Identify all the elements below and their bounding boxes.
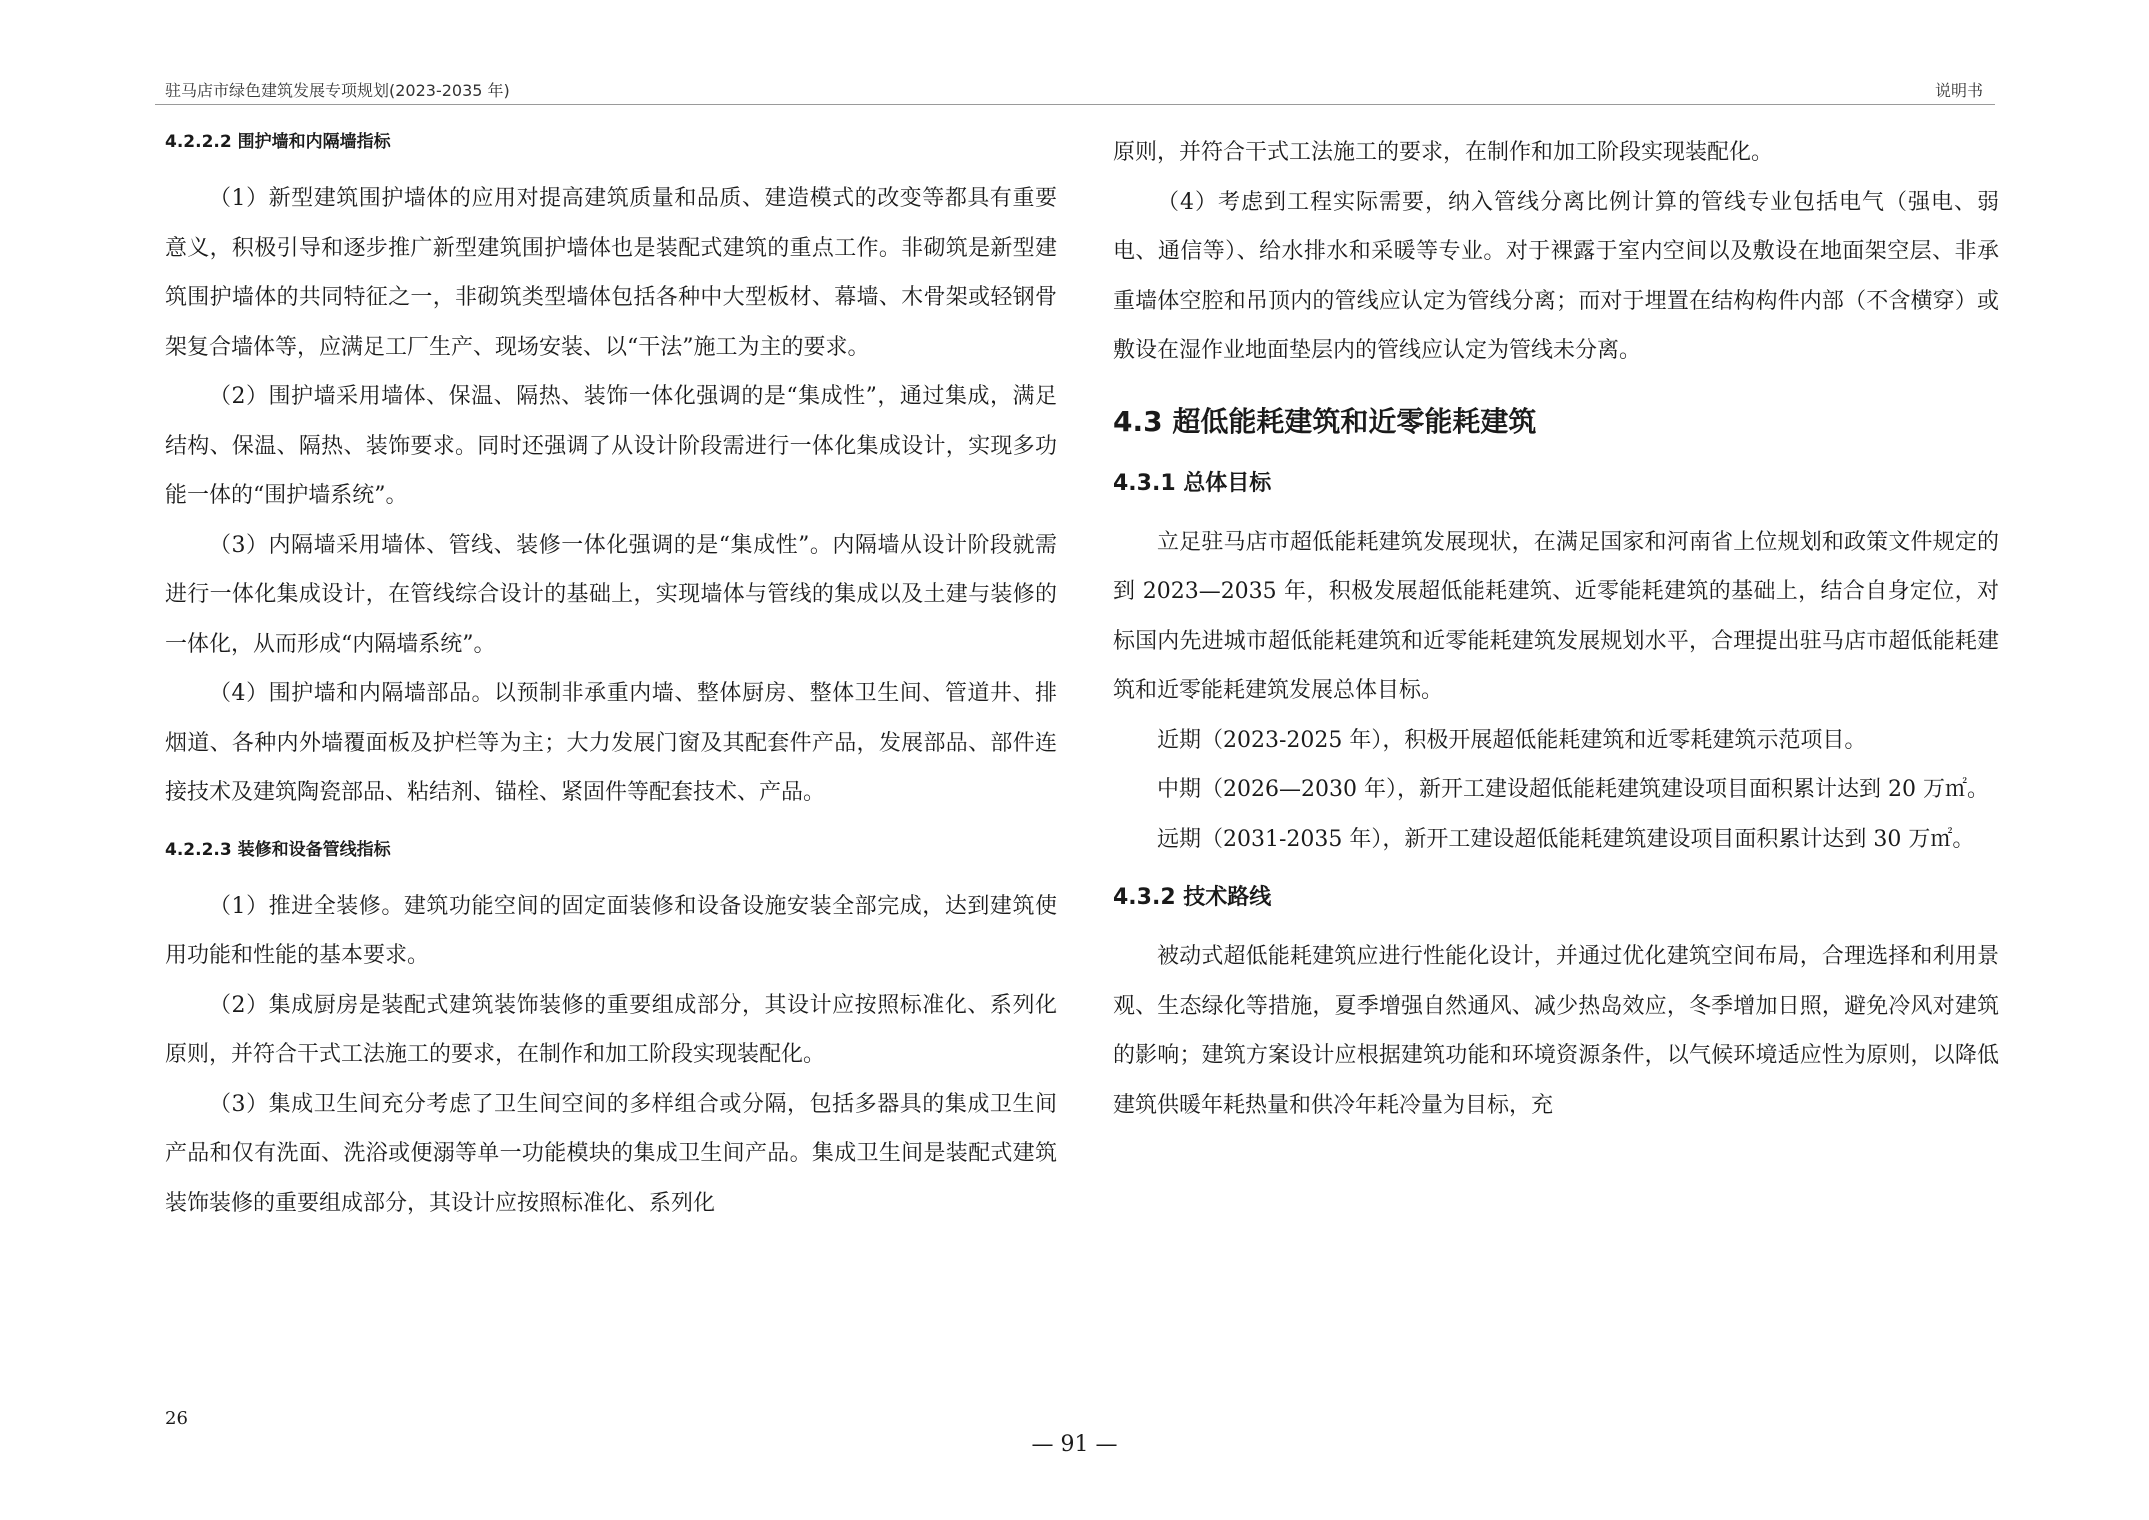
right-column <box>1113 128 1999 1130</box>
running-header-title: 驻马店市绿色建筑发展专项规划(2023-2035 年) <box>165 81 510 100</box>
section-heading-4-3-2: 4.3.2 技术路线 <box>1113 885 1272 910</box>
paragraph: （3）集成卫生间充分考虑了卫生间空间的多样组合或分隔，包括多器具的集成卫生间产品和仅有洗面、洗浴或便溺等单一功能模块的集成卫生间产品。集成卫生间是装配式建筑装饰装修的重要组成部分，其设计应按照标准化、系列化 <box>165 1091 1057 1216</box>
paragraph: 近期（2023-2025 年），积极开展超低能耗建筑和近零耗建筑示范项目。 <box>1157 727 1867 753</box>
paragraph: （2）围护墙采用墙体、保温、隔热、装饰一体化强调的是“集成性”，通过集成，满足结构、保温、隔热、装饰要求。同时还强调了从设计阶段需进行一体化集成设计，实现多功能一体的“围护墙系统”。 <box>165 384 1057 508</box>
paragraph: 立足驻马店市超低能耗建筑发展现状，在满足国家和河南省上位规划和政策文件规定的到 2023—2035 年，积极发展超低能耗建筑、近零能耗建筑的基础上，结合自身定位，对标国内先进城市超低能耗建筑和近零能耗建筑发展规划水平，合理提出驻马店市超低能耗建筑和近零能耗建筑发展总体目标。 <box>1113 529 1999 703</box>
paragraph: （1）推进全装修。建筑功能空间的固定面装修和设备设施安装全部完成，达到建筑使用功能和性能的基本要求。 <box>165 893 1057 968</box>
section-heading-4-2-2-2: 4.2.2.2 围护墙和内隔墙指标 <box>165 132 391 152</box>
paragraph: （3）内隔墙采用墙体、管线、装修一体化强调的是“集成性”。内隔墙从设计阶段就需进行一体化集成设计，在管线综合设计的基础上，实现墙体与管线的集成以及土建与装修的一体化，从而形成“内隔墙系统”。 <box>165 532 1057 657</box>
page-folio: — 91 — <box>1031 1432 1118 1457</box>
paragraph: 被动式超低能耗建筑应进行性能化设计，并通过优化建筑空间布局，合理选择和利用景观、生态绿化等措施，夏季增强自然通风、减少热岛效应，冬季增加日照，避免冷风对建筑的影响；建筑方案设计应根据建筑功能和环境资源条件，以气候环境适应性为原则，以降低建筑供暖年耗热量和供冷年耗冷量为目标，充 <box>1113 944 1999 1118</box>
paragraph: （2）集成厨房是装配式建筑装饰装修的重要组成部分，其设计应按照标准化、系列化原则，并符合干式工法施工的要求，在制作和加工阶段实现装配化。 <box>165 992 1057 1067</box>
section-heading-4-3-1: 4.3.1 总体目标 <box>1113 470 1272 496</box>
section-heading-4-2-2-3: 4.2.2.3 装修和设备管线指标 <box>165 839 391 860</box>
paragraph: （4）考虑到工程实际需要，纳入管线分离比例计算的管线专业包括电气（强电、弱电、通信等）、给水排水和采暖等专业。对于裸露于室内空间以及敷设在地面架空层、非承重墙体空腔和吊顶内的管线应认定为管线分离；而对于埋置在结构构件内部（不含横穿）或敷设在湿作业地面垫层内的管线应认定为管线未分离。 <box>1113 189 1999 363</box>
left-column <box>165 128 1057 1228</box>
page-number-left: 26 <box>165 1408 188 1429</box>
paragraph: （1）新型建筑围护墙体的应用对提高建筑质量和品质、建造模式的改变等都具有重要意义，积极引导和逐步推广新型建筑围护墙体也是装配式建筑的重点工作。非砌筑是新型建筑围护墙体的共同特征之一，非砌筑类型墙体包括各种中大型板材、幕墙、木骨架或轻钢骨架复合墙体等，应满足工厂生产、现场安装、以“干法”施工为主的要求。 <box>165 186 1057 360</box>
paragraph: 远期（2031-2035 年），新开工建设超低能耗建筑建设项目面积累计达到 30 万㎡。 <box>1157 826 1975 852</box>
header-rule <box>155 104 1995 105</box>
section-heading-4-3: 4.3 超低能耗建筑和近零能耗建筑 <box>1113 404 1537 438</box>
paragraph-continued: 原则，并符合干式工法施工的要求，在制作和加工阶段实现装配化。 <box>1113 140 1774 165</box>
running-header-doc-type: 说明书 <box>1934 81 1983 100</box>
paragraph: 中期（2026—2030 年），新开工建设超低能耗建筑建设项目面积累计达到 20 万㎡。 <box>1157 777 1989 802</box>
paragraph: （4）围护墙和内隔墙部品。以预制非承重内墙、整体厨房、整体卫生间、管道井、排烟道、各种内外墙覆面板及护栏等为主；大力发展门窗及其配套件产品，发展部品、部件连接技术及建筑陶瓷部品、粘结剂、锚栓、紧固件等配套技术、产品。 <box>165 681 1057 805</box>
